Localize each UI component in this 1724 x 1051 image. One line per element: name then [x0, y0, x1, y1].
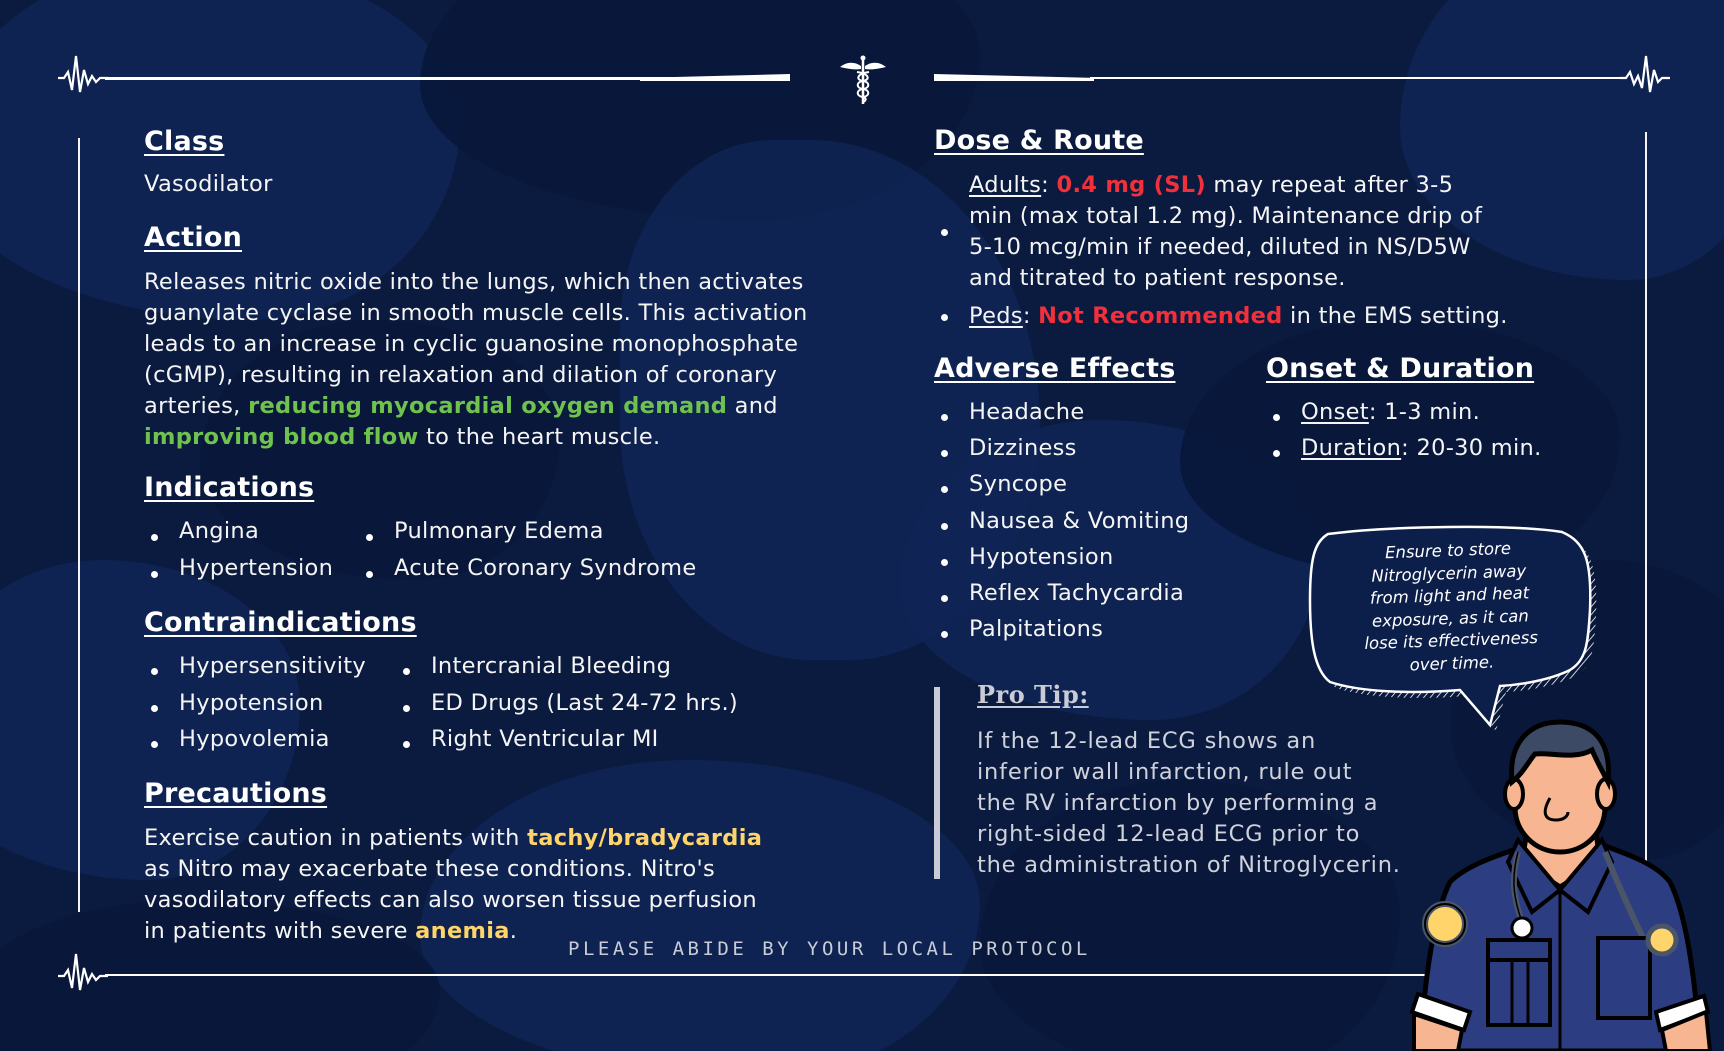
peds-dose-value: Not Recommended	[1038, 303, 1283, 329]
list-item: Hypotension	[934, 544, 1189, 580]
duration-item: Duration: 20-30 min.	[1266, 435, 1542, 471]
list-item: Pulmonary Edema	[359, 518, 697, 555]
contraindications-list-col2	[396, 653, 738, 763]
onset-item: Onset: 1-3 min.	[1266, 399, 1542, 435]
precautions-heading: Precautions	[144, 778, 328, 809]
list-item: Right Ventricular MI	[396, 726, 738, 763]
highlight-blood-flow: improving blood flow	[144, 424, 419, 450]
highlight-tachy-bradycardia: tachy/bradycardia	[527, 825, 763, 851]
pro-tip-text: If the 12-lead ECG shows an inferior wall infarction, rule out the RV infarction by performing a right-sided 12-lead ECG prior to the administration of Nitroglycerin.	[977, 728, 1401, 878]
left-border	[78, 138, 80, 912]
dose-peds: Peds: Not Recommended in the EMS setting.	[934, 301, 1508, 332]
list-item: Palpitations	[934, 616, 1189, 652]
list-item: Intercranial Bleeding	[396, 653, 738, 690]
list-item: ED Drugs (Last 24-72 hrs.)	[396, 690, 738, 727]
indications-list-col2	[359, 518, 697, 592]
onset-duration-heading: Onset & Duration	[1266, 353, 1535, 384]
list-item: Reflex Tachycardia	[934, 580, 1189, 616]
dose-route-list	[934, 170, 1508, 332]
dose-route-heading: Dose & Route	[934, 125, 1144, 156]
contraindications-heading: Contraindications	[144, 607, 417, 638]
caduceus-icon	[836, 52, 890, 106]
action-line: improving blood flow to the heart muscle.	[144, 424, 661, 450]
list-item: Angina	[144, 518, 333, 555]
onset-duration-list	[1266, 399, 1542, 471]
adverse-effects-heading: Adverse Effects	[934, 353, 1176, 384]
bottom-divider	[105, 974, 1425, 976]
highlight-myocardial-demand: reducing myocardial oxygen demand	[248, 393, 728, 419]
adult-dose-value: 0.4 mg (SL)	[1056, 172, 1206, 198]
list-item: Acute Coronary Syndrome	[359, 555, 697, 592]
precautions-paragraph: Exercise caution in patients with tachy/bradycardia as Nitro may exacerbate these conditions. Nitro's vasodilatory effects can also worsen tissue perfusion in patients with severe anemia.	[144, 825, 763, 944]
speech-bubble-text: Ensure to store Nitroglycerin away from light and heat exposure, as it can lose its effectiveness over time.	[1364, 538, 1539, 674]
paramedic-illustration	[1400, 712, 1724, 1051]
list-item: Hypotension	[144, 690, 366, 727]
class-heading: Class	[144, 126, 225, 157]
ecg-heartbeat-icon	[58, 52, 108, 100]
list-item: Headache	[934, 399, 1189, 435]
indications-heading: Indications	[144, 472, 315, 503]
pro-tip-heading: Pro Tip:	[977, 680, 1089, 709]
list-item: Hypovolemia	[144, 726, 366, 763]
action-line: guanylate cyclase in smooth muscle cells. This activation	[144, 300, 808, 326]
ecg-heartbeat-icon	[58, 950, 108, 998]
top-divider-right	[1090, 77, 1620, 79]
adverse-effects-list	[934, 399, 1189, 652]
action-line: leads to an increase in cyclic guanosine monophosphate	[144, 331, 799, 357]
dose-adults: Adults: 0.4 mg (SL) may repeat after 3-5 min (max total 1.2 mg). Maintenance drip of 5-10 mcg/min if needed, diluted in NS/D5W and titrated to patient response.	[934, 170, 1508, 294]
class-value: Vasodilator	[144, 171, 273, 197]
list-item: Syncope	[934, 471, 1189, 507]
action-heading: Action	[144, 222, 243, 253]
action-line: arteries, reducing myocardial oxygen demand and	[144, 393, 778, 419]
action-line: Releases nitric oxide into the lungs, which then activates	[144, 269, 804, 295]
action-line: (cGMP), resulting in relaxation and dilation of coronary	[144, 362, 778, 388]
list-item: Dizziness	[934, 435, 1189, 471]
list-item: Nausea & Vomiting	[934, 508, 1189, 544]
highlight-anemia: anemia	[415, 918, 510, 944]
list-item: Hypersensitivity	[144, 653, 366, 690]
protocol-disclaimer: PLEASE ABIDE BY YOUR LOCAL PROTOCOL	[568, 938, 1091, 960]
pro-tip-bar	[934, 687, 940, 879]
action-paragraph	[144, 267, 864, 453]
ecg-heartbeat-icon	[1620, 52, 1670, 100]
indications-list-col1	[144, 518, 333, 592]
contraindications-list-col1	[144, 653, 366, 763]
list-item: Hypertension	[144, 555, 333, 592]
